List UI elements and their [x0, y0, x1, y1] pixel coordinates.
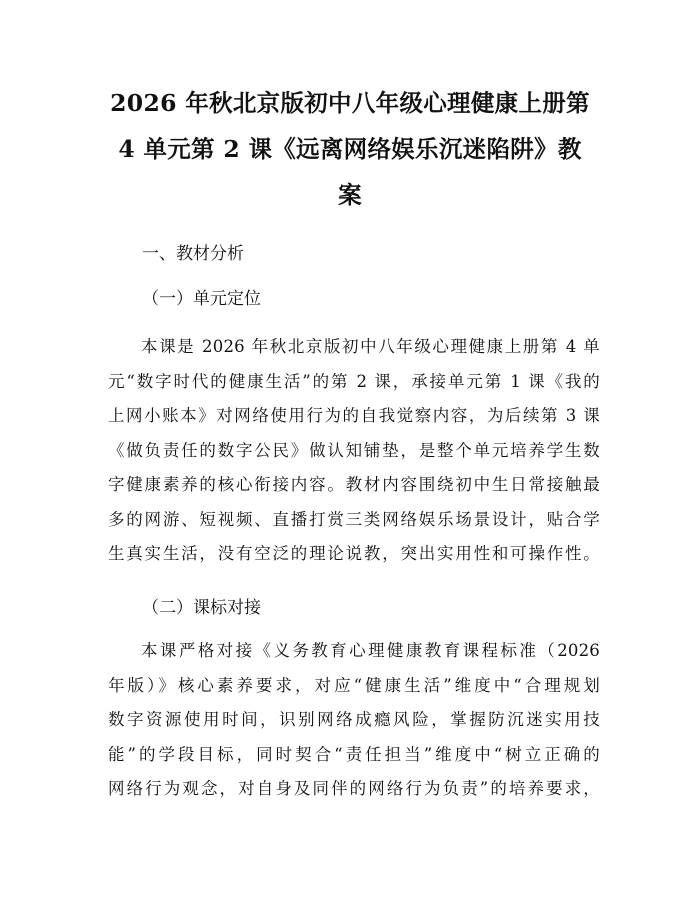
title-line: 2026 年秋北京版初中八年级心理健康上册第 [110, 89, 590, 117]
paragraph-line: 元“数字时代的健康生活”的第 2 课，承接单元第 1 课《我的 [108, 371, 600, 391]
document-title [92, 80, 608, 218]
subsection-heading-curriculum-standard: （二）课标对接 [142, 598, 261, 618]
paragraph-line: 年版）》核心素养要求，对应“健康生活”维度中“合理规划 [108, 675, 600, 695]
paragraph-line: 网络行为观念，对自身及同伴的网络行为负责”的培养要求， [108, 779, 600, 798]
paragraph-curriculum-standard [108, 634, 600, 807]
paragraph-line: 能”的学段目标，同时契合“责任担当”维度中“树立正确的 [108, 744, 600, 764]
section-heading-textbook-analysis: 一、教材分析 [142, 244, 244, 264]
subsection-heading-unit-position: （一）单元定位 [142, 289, 261, 309]
paragraph-unit-position [108, 330, 600, 572]
paragraph-line: 字健康素养的核心衔接内容。教材内容围绕初中生日常接触最 [108, 475, 600, 494]
paragraph-line: 上网小账本》对网络使用行为的自我觉察内容，为后续第 3 课 [108, 406, 600, 425]
paragraph-line: 生真实生活，没有空泛的理论说教，突出实用性和可操作性。 [108, 544, 600, 563]
title-line: 案 [338, 181, 362, 209]
paragraph-line: 多的网游、短视频、直播打赏三类网络娱乐场景设计，贴合学 [108, 509, 600, 529]
paragraph-line: 《做负责任的数字公民》做认知铺垫，是整个单元培养学生数 [108, 440, 600, 460]
paragraph-line: 本课严格对接《义务教育心理健康教育课程标准（2026 [141, 641, 600, 660]
paragraph-line: 本课是 2026 年秋北京版初中八年级心理健康上册第 4 单 [141, 337, 600, 356]
paragraph-line: 数字资源使用时间，识别网络成瘾风险，掌握防沉迷实用技 [108, 710, 600, 729]
title-line: 4 单元第 2 课《远离网络娱乐沉迷陷阱》教 [118, 135, 582, 163]
